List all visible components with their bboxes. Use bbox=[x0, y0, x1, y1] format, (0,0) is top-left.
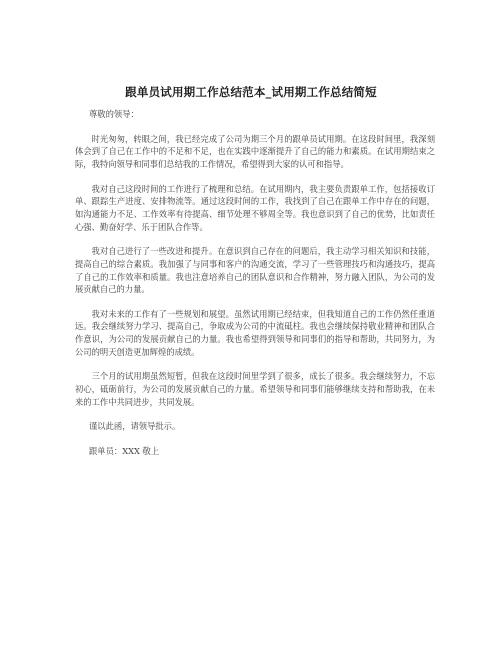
signature-line: 跟单员：XXX 敬上 bbox=[89, 446, 160, 457]
paragraph-5: 三个月的试用期虽然短暂，但我在这段时间里学到了很多，成长了很多。我会继续努力，不忘初心，砥砺前行，为公司的发展贡献自己的力量。希望领导和同事们能够继续支持和帮助我，在未来的工作中共同进步，共同发展。 bbox=[75, 371, 435, 407]
salutation: 尊敬的领导： bbox=[89, 109, 139, 119]
closing-line: 谨以此函，请领导批示。 bbox=[89, 421, 181, 432]
paragraph-2: 我对自己这段时间的工作进行了梳理和总结。在试用期内，我主要负责跟单工作，包括接收订单、跟踪生产进度、安排物流等。通过这段时间的工作，我找到了自己在跟单工作中存在的问题，如沟通能力不足、工作效率有待提高、细节处理不够周全等。我也意识到了自己的优势，比如责任心强、勤奋好学、乐于团队合作等。 bbox=[75, 183, 435, 232]
document-body bbox=[75, 108, 435, 470]
paragraph-1: 时光匆匆，转眼之间，我已经完成了公司为期三个月的跟单员试用期。在这段时间里，我深刻体会到了自己在工作中的不足和不足，也在实践中逐渐提升了自己的能力和素质。在试用期结束之际，我特向领导和同事们总结我的工作情况，希望得到大家的认可和指导。 bbox=[75, 133, 435, 169]
paragraph-3: 我对自己进行了一些改进和提升。在意识到自己存在的问题后，我主动学习相关知识和技能，提高自己的综合素质。我加强了与同事和客户的沟通交流，学习了一些管理技巧和沟通技巧，提高了自己的工作效率和质量。我也注意培养自己的团队意识和合作精神，努力融入团队，为公司的发展贡献自己的力量。 bbox=[75, 246, 435, 295]
paragraph-4: 我对未来的工作有了一些规划和展望。虽然试用期已经结束，但我知道自己的工作仍然任重道远。我会继续努力学习、提高自己，争取成为公司的中流砥柱。我也会继续保持敬业精神和团队合作意识，为公司的发展贡献自己的力量。我也希望得到领导和同事们的指导和帮助，共同努力，为公司的明天创造更加辉煌的成绩。 bbox=[75, 308, 435, 357]
document-title: 跟单员试用期工作总结范本_试用期工作总结简短 bbox=[125, 85, 377, 99]
